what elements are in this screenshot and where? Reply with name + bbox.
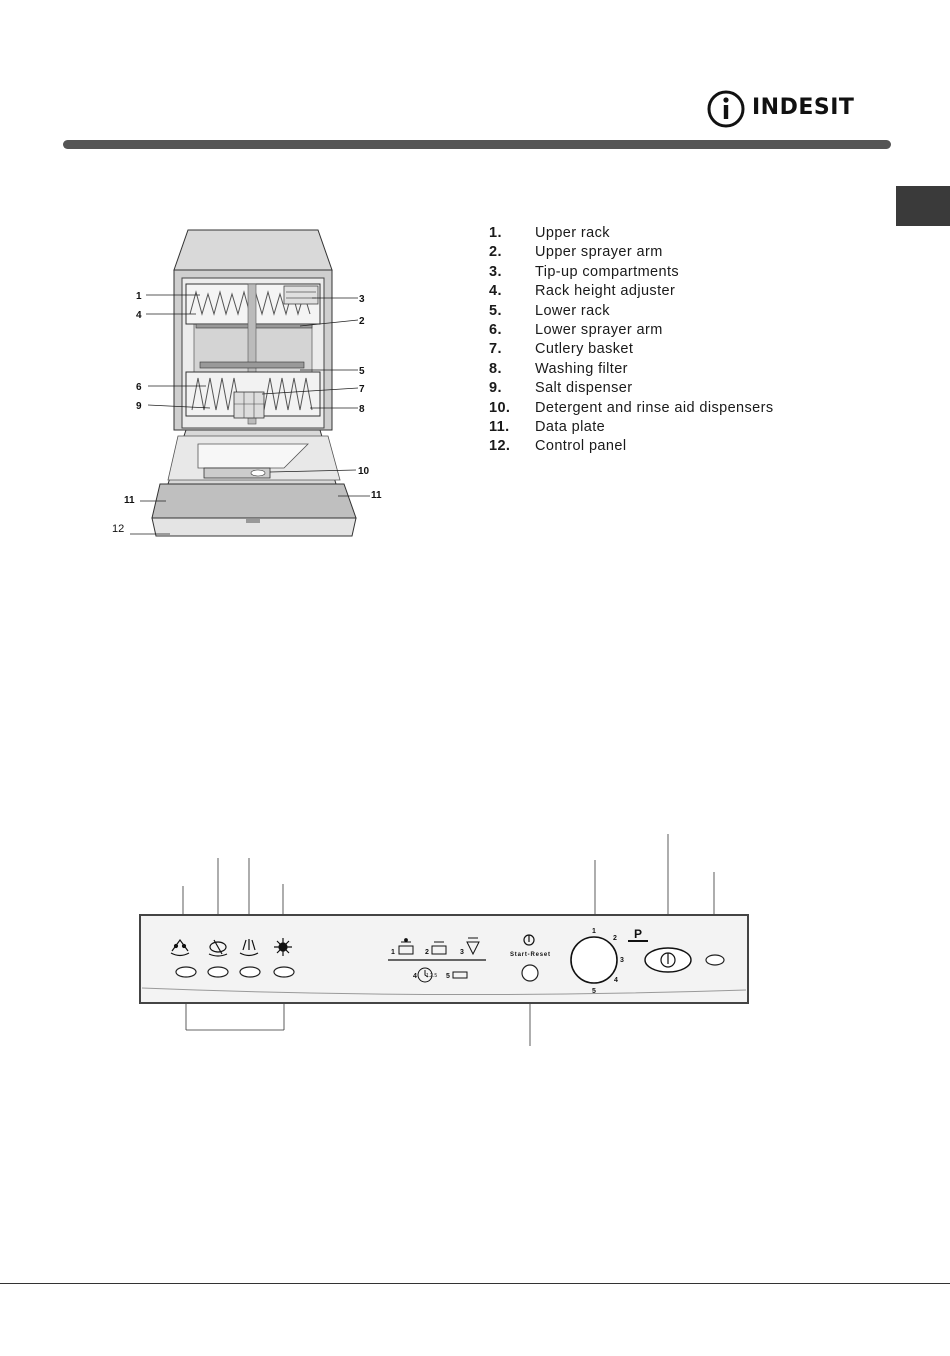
part-number: 2.: [489, 244, 502, 261]
program-number-4: 4: [413, 973, 417, 980]
program-number-1: 1: [391, 949, 395, 956]
start-reset-button[interactable]: [522, 965, 538, 981]
part-label: Tip-up compartments: [535, 263, 680, 280]
dishwasher-diagram: [100, 222, 400, 542]
on-off-indicator-light: [706, 955, 724, 965]
part-label: Rack height adjuster: [535, 283, 676, 300]
callout-7: 7: [359, 384, 365, 395]
part-number: 11.: [489, 419, 510, 436]
part-label: Salt dispenser: [535, 380, 633, 397]
part-number: 12.: [489, 438, 511, 455]
footer-divider: [0, 1283, 950, 1284]
control-panel-diagram: [110, 830, 770, 1060]
callout-6: 6: [136, 382, 142, 393]
callout-2: 2: [359, 316, 365, 327]
list-item: [489, 360, 773, 379]
part-label: Upper sprayer arm: [535, 244, 663, 261]
callout-5: 5: [359, 366, 365, 377]
part-number: 4.: [489, 283, 502, 300]
end-indicator-light: [274, 967, 294, 977]
list-item: [489, 282, 773, 301]
language-tab: [896, 186, 950, 226]
callout-9: 9: [136, 401, 142, 412]
part-number: 7.: [489, 341, 502, 358]
callout-11-left: 11: [124, 495, 135, 506]
program-number-2: 2: [425, 949, 429, 956]
part-label: Cutlery basket: [535, 341, 634, 358]
list-item: [489, 379, 773, 398]
dial-number-3: 3: [620, 957, 624, 964]
list-item: [489, 263, 773, 282]
part-number: 1.: [489, 225, 502, 241]
list-item: [489, 399, 773, 418]
salt-indicator-light: [176, 967, 196, 977]
list-item: [489, 302, 773, 321]
part-label: Detergent and rinse aid dispensers: [535, 399, 774, 416]
brand-name: INDESIT: [752, 95, 855, 120]
list-item: [489, 224, 773, 243]
list-item: [489, 418, 773, 437]
part-label: Lower rack: [535, 302, 610, 319]
indesit-logo-mark: [706, 88, 748, 130]
program-number-5: 5: [446, 973, 450, 980]
part-number: 9.: [489, 380, 502, 397]
callout-8: 8: [359, 404, 365, 415]
dial-number-1: 1: [592, 928, 596, 935]
part-label: Upper rack: [535, 225, 610, 241]
part-number: 5.: [489, 302, 502, 319]
list-item: [489, 243, 773, 262]
part-number: 6.: [489, 322, 502, 339]
callout-10: 10: [358, 466, 370, 477]
part-label: Data plate: [535, 419, 606, 436]
part-number: 8.: [489, 360, 502, 377]
header-divider: [63, 140, 891, 149]
part-number: 3.: [489, 263, 502, 280]
dial-number-4: 4: [614, 977, 618, 984]
list-item: [489, 340, 773, 359]
start-reset-label: Start-Reset: [510, 952, 551, 958]
program-selector-knob[interactable]: [571, 937, 617, 983]
dial-number-2: 2: [613, 935, 617, 942]
delay-value: 1.2.5: [426, 973, 438, 979]
part-label: Control panel: [535, 438, 627, 455]
callout-1: 1: [136, 291, 142, 302]
part-label: Lower sprayer arm: [535, 322, 663, 339]
list-item: [489, 321, 773, 340]
callout-11-right: 11: [371, 490, 382, 501]
parts-list: [489, 224, 773, 457]
washing-indicator-light: [240, 967, 260, 977]
rinse-aid-indicator-light: [208, 967, 228, 977]
callout-12: 12: [112, 523, 125, 535]
dial-number-5: 5: [592, 988, 596, 995]
indesit-logo: [706, 88, 866, 130]
callout-4: 4: [136, 310, 142, 321]
part-number: 10.: [489, 399, 511, 416]
part-label: Washing filter: [535, 360, 628, 377]
program-number-3: 3: [460, 949, 464, 956]
callout-3: 3: [359, 294, 365, 305]
list-item: [489, 437, 773, 456]
program-label: P: [634, 927, 643, 941]
